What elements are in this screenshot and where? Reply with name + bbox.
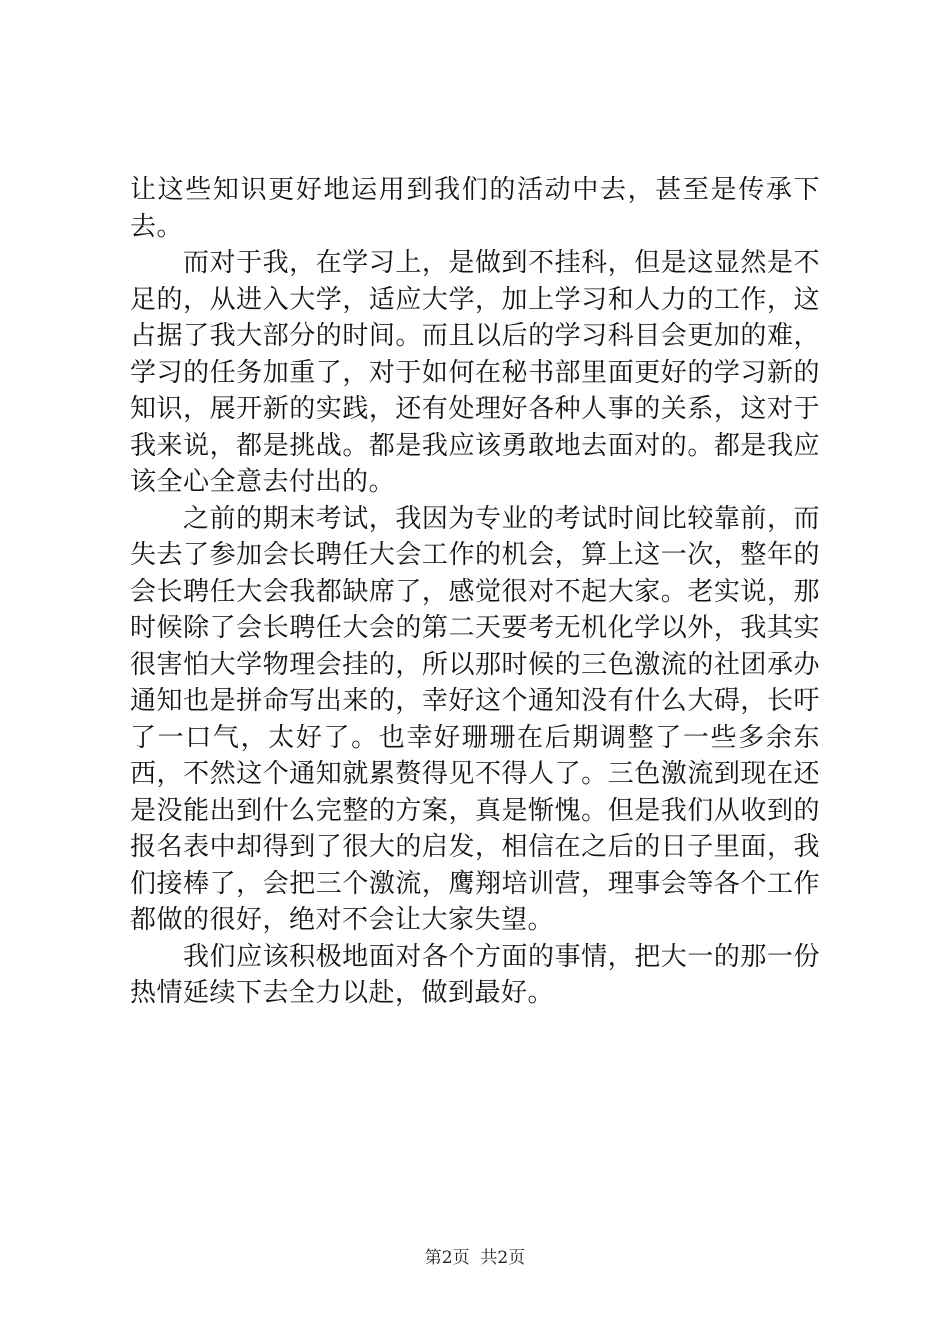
- paragraph-3: 之前的期末考试，我因为专业的考试时间比较靠前，而失去了参加会长聘任大会工作的机会，算上这一次，整年的会长聘任大会我都缺席了，感觉很对不起大家。老实说，那时候除了会长聘任大会的第二天要考无机化学以外，我其实很害怕大学物理会挂的，所以那时候的三色激流的社团承办通知也是拼命写出来的，幸好这个通知没有什么大碍，长吁了一口气，太好了。也幸好珊珊在后期调整了一些多余东西，不然这个通知就累赘得见不得人了。三色激流到现在还是没能出到什么完整的方案，真是惭愧。但是我们从收到的报名表中却得到了很大的启发，相信在之后的日子里面，我们接棒了，会把三个激流，鹰翔培训营，理事会等各个工作都做的很好，绝对不会让大家失望。: [130, 503, 820, 935]
- paragraph-4: 我们应该积极地面对各个方面的事情，把大一的那一份热情延续下去全力以赴，做到最好。: [130, 941, 820, 1008]
- page-footer: [0, 1243, 950, 1268]
- document-body: [130, 172, 820, 1012]
- paragraph-1: 让这些知识更好地运用到我们的活动中去，甚至是传承下去。: [130, 175, 820, 242]
- page-number-label: 第2页 共2页: [424, 1248, 526, 1268]
- paragraph-2: 而对于我，在学习上，是做到不挂科，但是这显然是不足的，从进入大学，适应大学，加上学习和人力的工作，这占据了我大部分的时间。而且以后的学习科目会更加的难，学习的任务加重了，对于如何在秘书部里面更好的学习新的知识，展开新的实践，还有处理好各种人事的关系，这对于我来说，都是挑战。都是我应该勇敢地去面对的。都是我应该全心全意去付出的。: [130, 248, 820, 497]
